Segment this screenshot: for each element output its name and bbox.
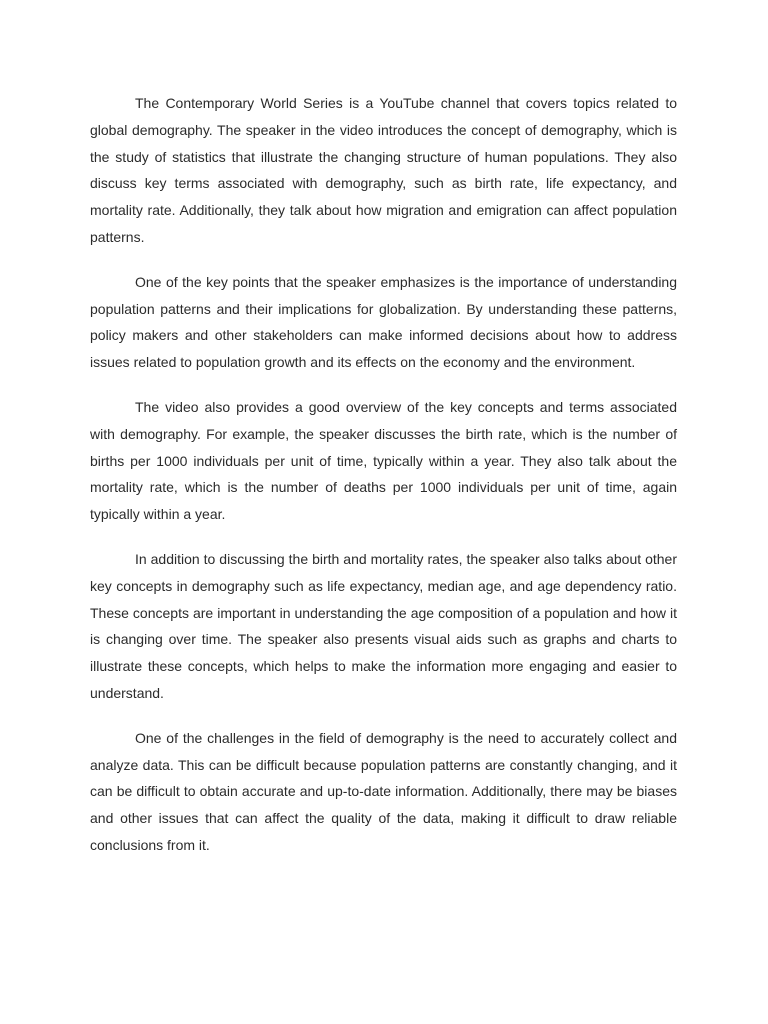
paragraph-2: One of the key points that the speaker emphasizes is the importance of understanding population patterns and their implications for globalization. By understanding these patterns, policy makers and other stakeholders can make informed decisions about how to address issues related to population growth and its effects on the economy and the environment. <box>90 273 677 371</box>
paragraph-3: The video also provides a good overview of the key concepts and terms associated with demography. For example, the speaker discusses the birth rate, which is the number of births per 1000 individuals per unit of time, typically within a year. They also talk about the mortality rate, which is the number of deaths per 1000 individuals per unit of time, again typically within a year. <box>90 398 677 523</box>
paragraph-4: In addition to discussing the birth and mortality rates, the speaker also talks about other key concepts in demography such as life expectancy, median age, and age dependency ratio. These concepts are important in understanding the age composition of a population and how it is changing over time. The speaker also presents visual aids such as graphs and charts to illustrate these concepts, which helps to make the information more engaging and easier to understand. <box>90 550 677 701</box>
paragraph-1: The Contemporary World Series is a YouTube channel that covers topics related to global demography. The speaker in the video introduces the concept of demography, which is the study of statistics that illustrate the changing structure of human populations. They also discuss key terms associated with demography, such as birth rate, life expectancy, and mortality rate. Additionally, they talk about how migration and emigration can affect population patterns. <box>90 95 677 245</box>
paragraph-5: One of the challenges in the field of demography is the need to accurately collect and analyze data. This can be difficult because population patterns are constantly changing, and it can be difficult to obtain accurate and up-to-date information. Additionally, there may be biases and other issues that can affect the quality of the data, making it difficult to draw reliable conclusions from it. <box>90 729 677 853</box>
document-body <box>90 90 677 877</box>
